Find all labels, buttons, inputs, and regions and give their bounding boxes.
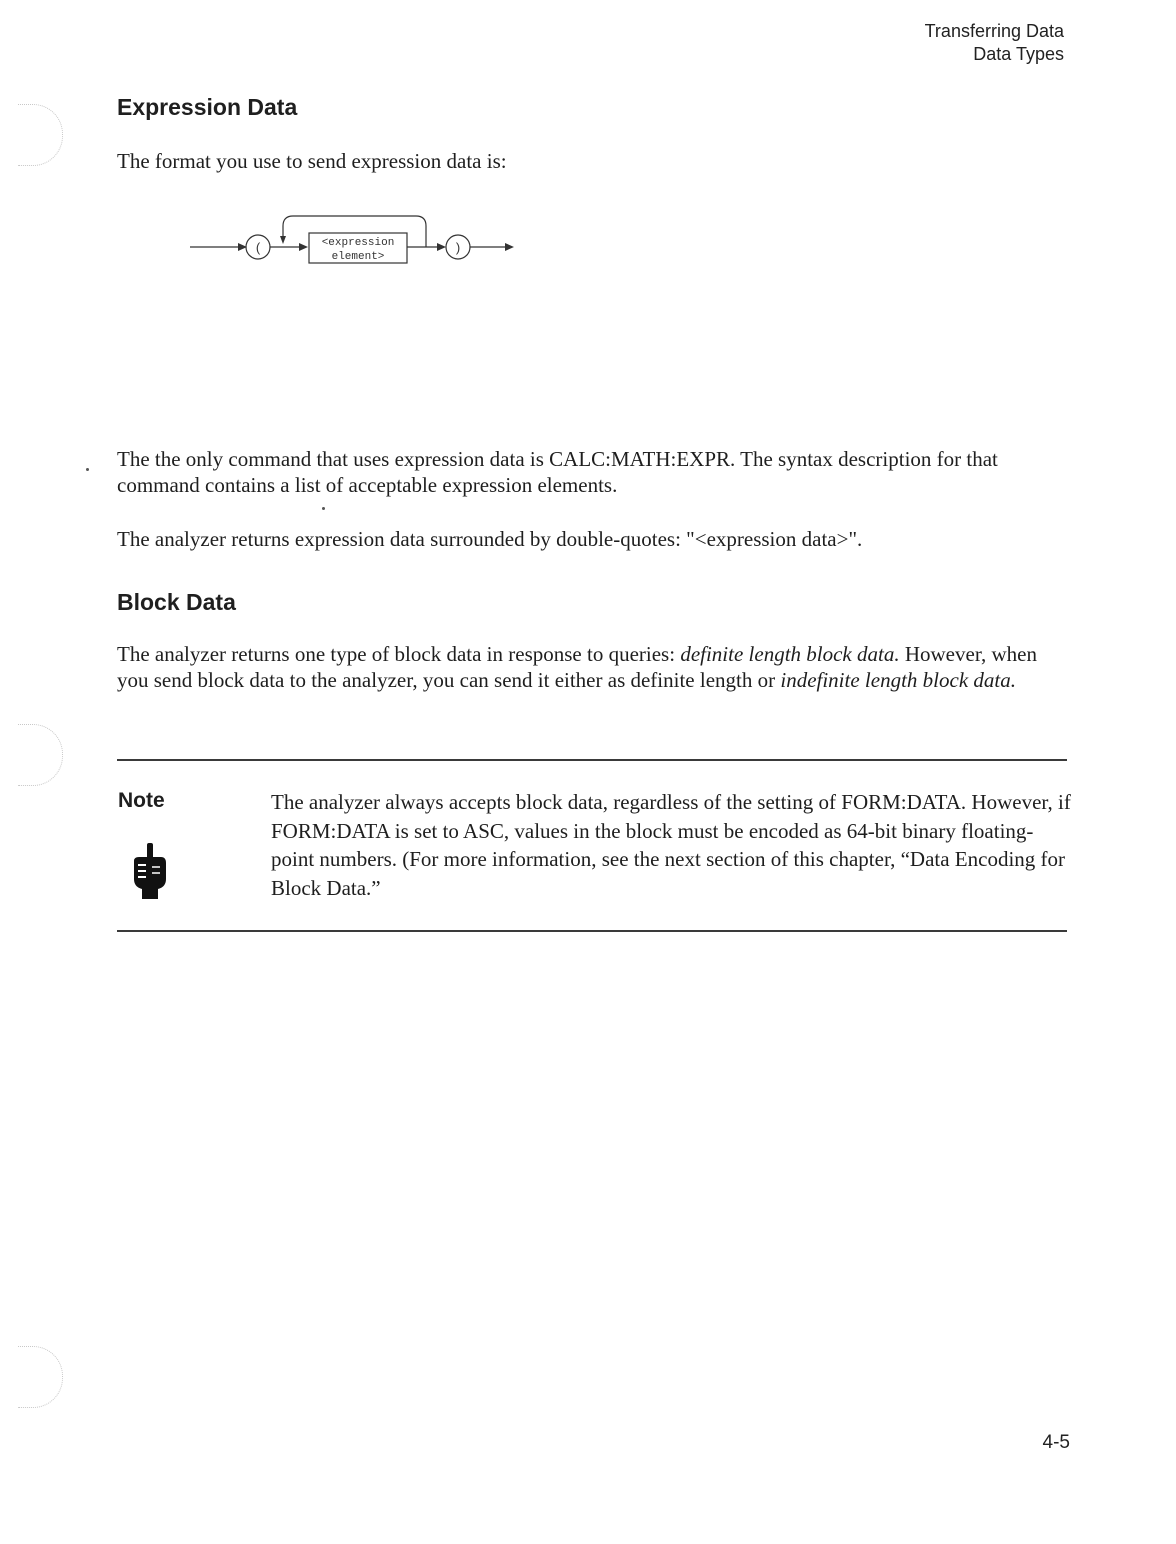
block-data-paragraph [117,641,1067,693]
diagram-arrow-icon [505,243,514,251]
block-data-heading: Block Data [117,589,236,615]
block-data-text-part1: The analyzer returns one type of block data in response to queries: [117,642,681,666]
note-label: Note [118,789,165,812]
expression-data-heading: Expression Data [117,94,298,120]
running-header-chapter: Transferring Data [924,21,1064,41]
indefinite-length-term: indefinite length block data. [780,668,1016,692]
note-top-rule [117,759,1067,761]
note-bottom-rule [117,930,1067,932]
note-text: The analyzer always accepts block data, regardless of the setting of FORM:DATA. However, if FORM:DATA is set to ASC, values in the block must be encoded as 64-bit binary floating-point numbers. (For more information, see the next section of this chapter, “Data Encoding for Block Data.” [271,790,1071,900]
diagram-element-label-line1: <expression [321,237,395,249]
expression-format-intro: The format you use to send expression data is: [117,149,507,173]
scan-speck [86,468,89,471]
calc-math-expr-paragraph: The the only command that uses expression data is CALC:MATH:EXPR. The syntax description for that command contains a list of acceptable expression elements. [117,447,998,497]
diagram-open-paren: ( [255,240,261,255]
diagram-element-label-line2: element> [331,251,385,263]
punch-hole [18,724,63,786]
scan-speck [322,507,325,510]
block-data-text-part2: However, when you send block data to the analyzer, you can send it either as definite length or [117,642,1037,692]
running-header-section: Data Types [973,44,1064,64]
expression-syntax-diagram [188,208,528,272]
punch-hole [18,1346,63,1408]
page-number: 4-5 [1042,1432,1070,1453]
diagram-close-paren: ) [455,240,461,255]
running-header [925,20,1064,66]
diagram-arrow-icon [437,243,446,251]
definite-length-term: definite length block data. [680,642,900,666]
punch-hole [18,104,63,166]
expression-returns-paragraph: The analyzer returns expression data surrounded by double-quotes: "<expression data>". [117,527,863,551]
diagram-arrow-icon [299,243,308,251]
pointing-hand-icon [130,843,170,901]
